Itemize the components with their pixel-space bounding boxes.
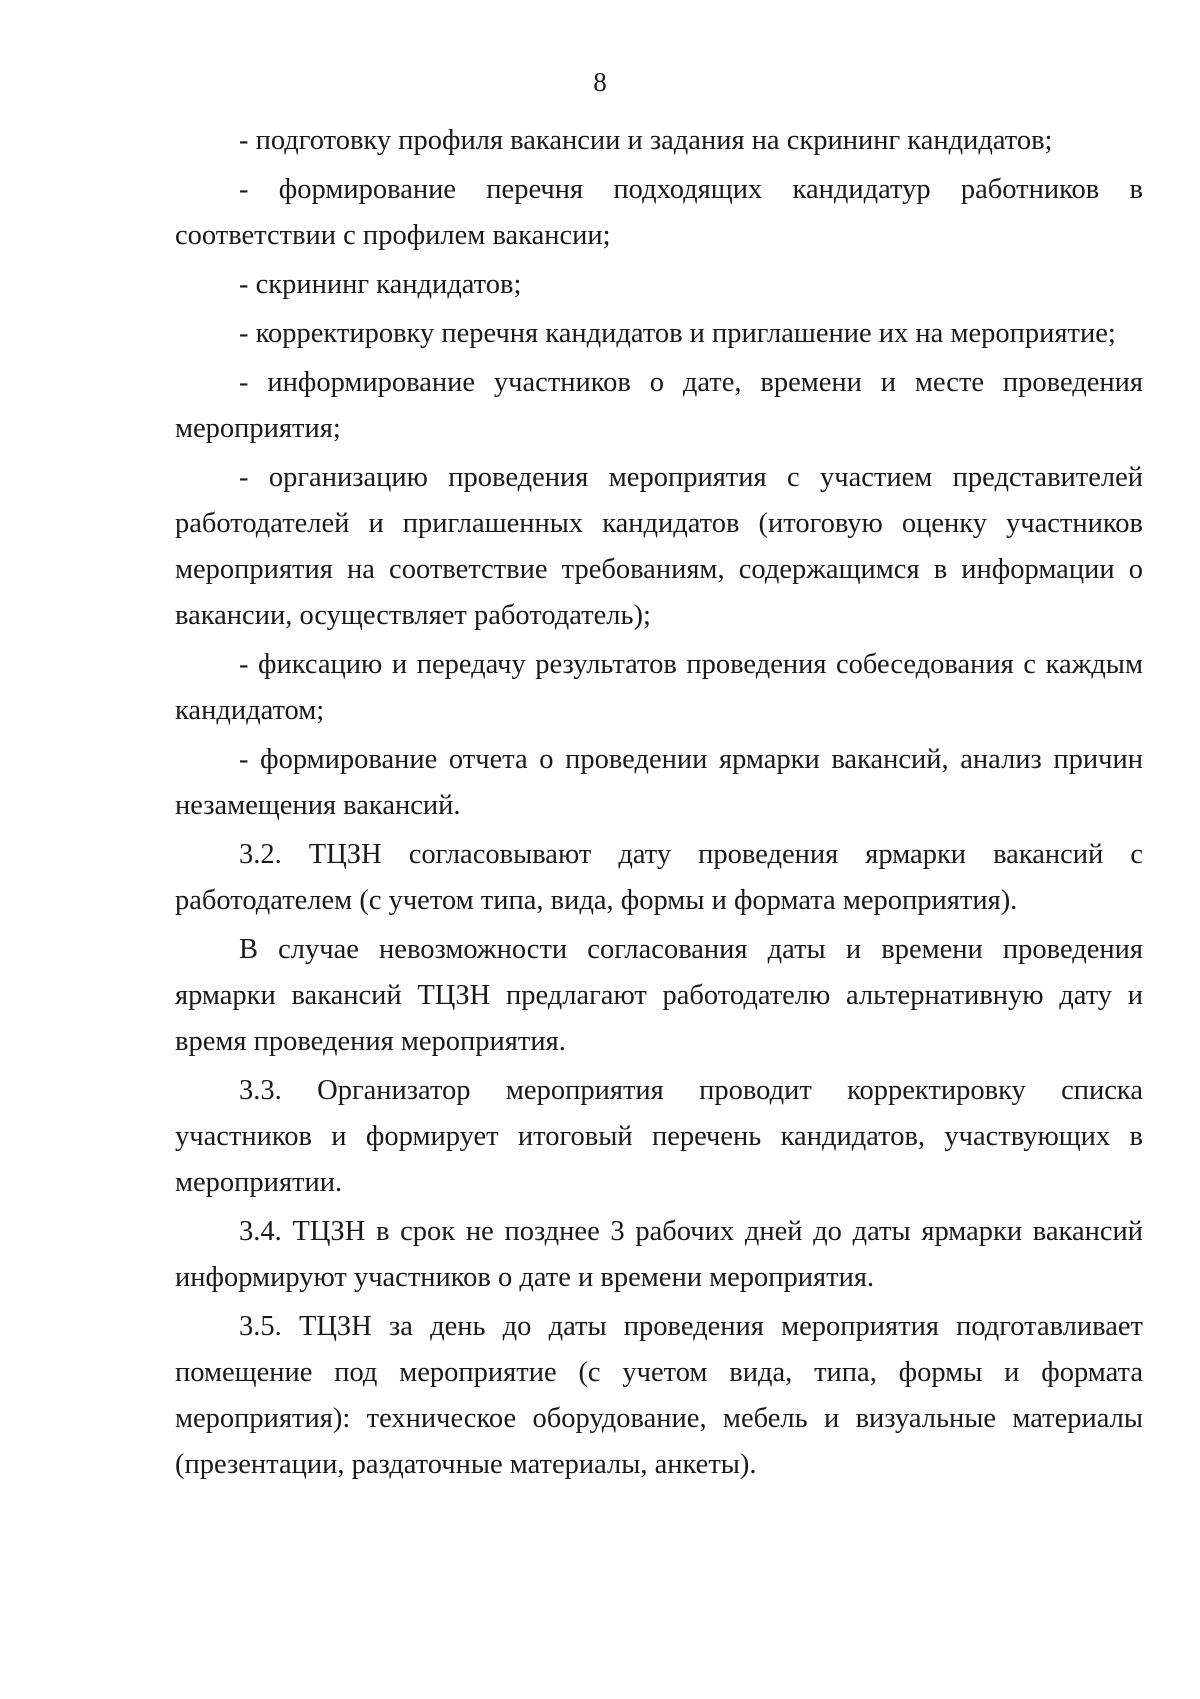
paragraph-3-4: 3.4. ТЦЗН в срок не позднее 3 рабочих дней до даты ярмарки вакансий информируют участников о дате и времени мероприятия. bbox=[175, 1216, 1143, 1293]
document-body bbox=[175, 118, 1143, 1491]
paragraph-3-5: 3.5. ТЦЗН за день до даты проведения мероприятия подготавливает помещение под мероприятие (с учетом вида, типа, формы и формата мероприятия): техническое оборудование, мебель и визуальные материалы (презентации, раздаточные материалы, анкеты). bbox=[175, 1311, 1143, 1480]
paragraph-vacancy-profile: - подготовку профиля вакансии и задания на скрининг кандидатов; bbox=[239, 125, 1053, 156]
paragraph-list-correction: - корректировку перечня кандидатов и приглашение их на мероприятие; bbox=[239, 318, 1116, 349]
paragraph-3-3: 3.3. Организатор мероприятия проводит корректировку списка участников и формирует итоговый перечень кандидатов, участвующих в мероприятии. bbox=[175, 1075, 1143, 1198]
paragraph-candidate-list: - формирование перечня подходящих кандидатур работников в соответствии с профилем вакансии; bbox=[175, 174, 1143, 251]
paragraph-results-recording: - фиксацию и передачу результатов проведения собеседования с каждым кандидатом; bbox=[175, 649, 1143, 726]
page-number: 8 bbox=[593, 67, 607, 97]
paragraph-alternative-date: В случае невозможности согласования даты и времени проведения ярмарки вакансий ТЦЗН предлагают работодателю альтернативную дату и время проведения мероприятия. bbox=[175, 934, 1143, 1057]
paragraph-screening: - скрининг кандидатов; bbox=[239, 269, 522, 300]
paragraph-report: - формирование отчета о проведении ярмарки вакансий, анализ причин незамещения вакансий. bbox=[175, 744, 1143, 821]
paragraph-3-2: 3.2. ТЦЗН согласовывают дату проведения ярмарки вакансий с работодателем (с учетом типа, вида, формы и формата мероприятия). bbox=[175, 839, 1143, 916]
paragraph-event-organization: - организацию проведения мероприятия с участием представителей работодателей и приглашенных кандидатов (итоговую оценку участников мероприятия на соответствие требованиям, содержащимся в информации о вакансии, осуществляет работодатель); bbox=[175, 462, 1143, 631]
paragraph-informing: - информирование участников о дате, времени и месте проведения мероприятия; bbox=[175, 367, 1143, 444]
